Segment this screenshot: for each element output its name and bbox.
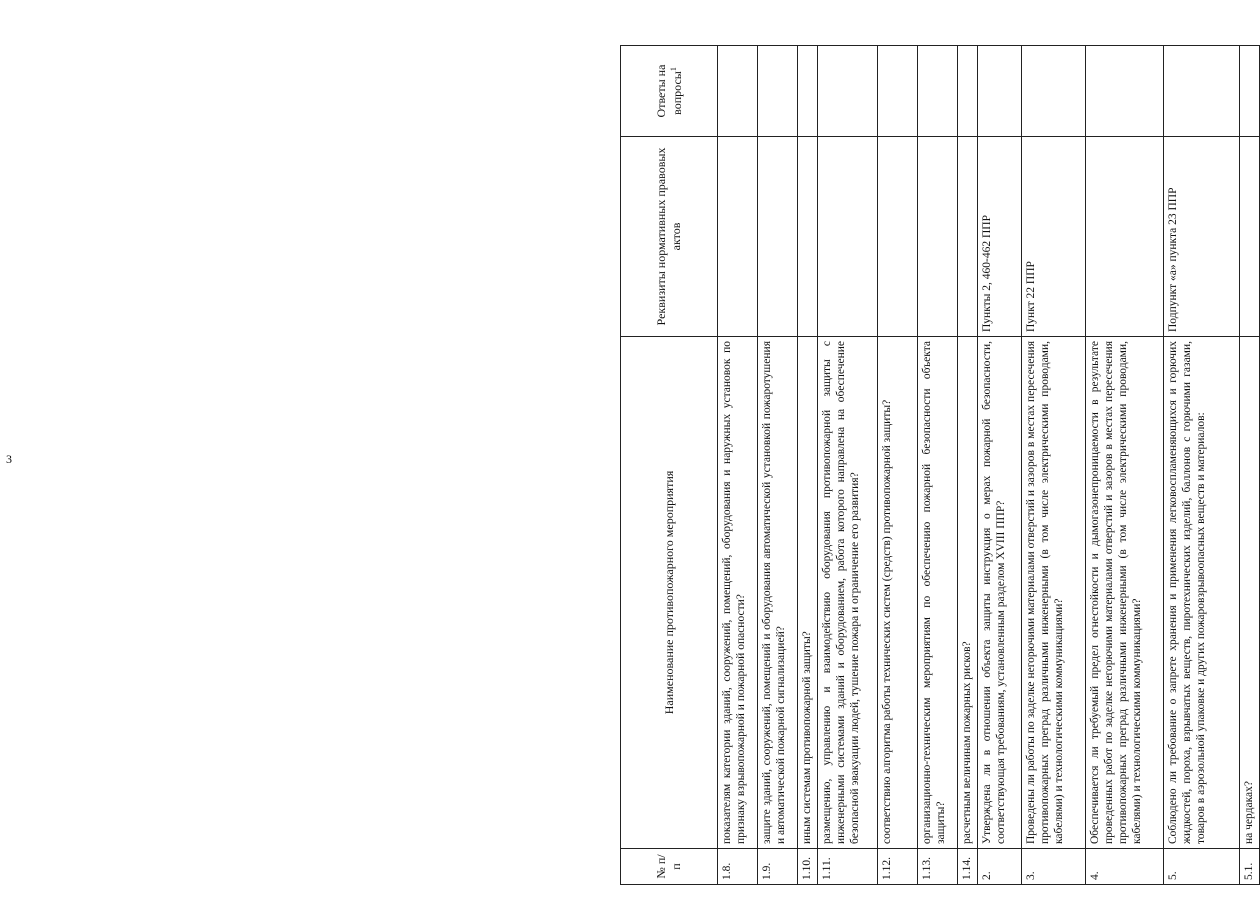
answer-cell[interactable]	[958, 46, 978, 137]
header-answers-label: Ответы на вопросы	[653, 64, 684, 118]
answer-cell[interactable]	[758, 46, 798, 137]
row-number: 1.9.	[758, 849, 798, 885]
measure-text: Обеспечивается ли требуемый предел огнестойкости и дымогазонепроницаемости в результате проведенных работ по заделке негорючими материалами отверстий и зазоров в местах пересечения противопожарных преград различными инженерными (в том числе электрическими проводами, кабелями) и технологическими коммуникациями?	[1086, 337, 1164, 849]
row-number: 5.	[1164, 849, 1240, 885]
measure-text: организационно-техническим мероприятиям по обеспечению пожарной безопасности объекта защиты?	[918, 337, 958, 849]
page-number: 3	[6, 452, 12, 466]
legal-reference	[758, 137, 798, 337]
legal-reference: Подпункт «а» пункта 23 ППР	[1164, 137, 1240, 337]
table-row	[978, 46, 1022, 885]
measure-text: Проведены ли работы по заделке негорючими материалами отверстий и зазоров в местах пересечения противопожарных преград различными инженерными (в том числе электрическими проводами, кабелями) и технологическими коммуникациями?	[1022, 337, 1086, 849]
legal-reference: Пункт 22 ППР	[1022, 137, 1086, 337]
legal-reference	[878, 137, 918, 337]
footnote-marker: 1	[668, 67, 678, 72]
row-number: 2.	[978, 849, 1022, 885]
row-number: 1.11.	[818, 849, 878, 885]
row-number: 3.	[1022, 849, 1086, 885]
answer-cell[interactable]	[1022, 46, 1086, 137]
table-row	[1086, 46, 1164, 885]
measure-text: Утверждена ли в отношении объекта защиты инструкция о мерах пожарной безопасности, соответствующая требованиям, установленным разделом XVIII ППР?	[978, 337, 1022, 849]
measure-text: размещению, управлению и взаимодействию оборудования противопожарной защиты с инженерными системами зданий и оборудованием, работа которого направлена на обеспечение безопасной эвакуации людей, тушение пожара и ограничение его развития?	[818, 337, 878, 849]
measure-text: иным системам противопожарной защиты?	[798, 337, 818, 849]
answer-cell[interactable]	[1086, 46, 1164, 137]
row-number: 1.8.	[718, 849, 758, 885]
legal-reference	[718, 137, 758, 337]
answer-cell[interactable]	[818, 46, 878, 137]
table-row	[818, 46, 878, 885]
table-row	[1022, 46, 1086, 885]
legal-reference	[958, 137, 978, 337]
row-number: 1.12.	[878, 849, 918, 885]
table-row	[1164, 46, 1240, 885]
table-row	[718, 46, 758, 885]
table-row	[878, 46, 918, 885]
table-row	[958, 46, 978, 885]
row-number: 1.10.	[798, 849, 818, 885]
row-number: 5.1.	[1240, 849, 1260, 885]
legal-reference	[918, 137, 958, 337]
row-number: 1.14.	[958, 849, 978, 885]
measure-text: соответствию алгоритма работы технических систем (средств) противопожарной защиты?	[878, 337, 918, 849]
legal-reference: Пункты 2, 460-462 ППР	[978, 137, 1022, 337]
table-row	[758, 46, 798, 885]
legal-reference	[818, 137, 878, 337]
header-number: № п/п	[621, 849, 718, 885]
answer-cell[interactable]	[798, 46, 818, 137]
answer-cell[interactable]	[718, 46, 758, 137]
answer-cell[interactable]	[878, 46, 918, 137]
fire-safety-checklist-table	[620, 45, 1260, 885]
legal-reference	[1086, 137, 1164, 337]
legal-reference	[798, 137, 818, 337]
rotated-page	[620, 45, 1255, 885]
answer-cell[interactable]	[918, 46, 958, 137]
legal-reference	[1240, 137, 1260, 337]
measure-text: на чердаках?	[1240, 337, 1260, 849]
row-number: 4.	[1086, 849, 1164, 885]
header-answers	[621, 46, 718, 137]
table-row	[918, 46, 958, 885]
answer-cell[interactable]	[1240, 46, 1260, 137]
answer-cell[interactable]	[978, 46, 1022, 137]
header-legal-acts: Реквизиты нормативных правовых актов	[621, 137, 718, 337]
answer-cell[interactable]	[1164, 46, 1240, 137]
measure-text: защите зданий, сооружений, помещений и оборудования автоматической установкой пожаротушения и автоматической пожарной сигнализацией?	[758, 337, 798, 849]
measure-text: расчетным величинам пожарных рисков?	[958, 337, 978, 849]
header-measure-name: Наименование противопожарного мероприятия	[621, 337, 718, 849]
table-header-row	[621, 46, 718, 885]
measure-text: показателям категории зданий, сооружений, помещений, оборудования и наружных установок по признаку взрывопожарной и пожарной опасности?	[718, 337, 758, 849]
row-number: 1.13.	[918, 849, 958, 885]
table-row	[1240, 46, 1260, 885]
table-row	[798, 46, 818, 885]
measure-text: Соблюдено ли требование о запрете хранения и применения легковоспламеняющихся и горючих жидкостей, пороха, взрывчатых веществ, пиротехнических изделий, баллонов с горючими газами, товаров в аэрозольной упаковке и других пожаровзрывоопасных веществ и материалов:	[1164, 337, 1240, 849]
